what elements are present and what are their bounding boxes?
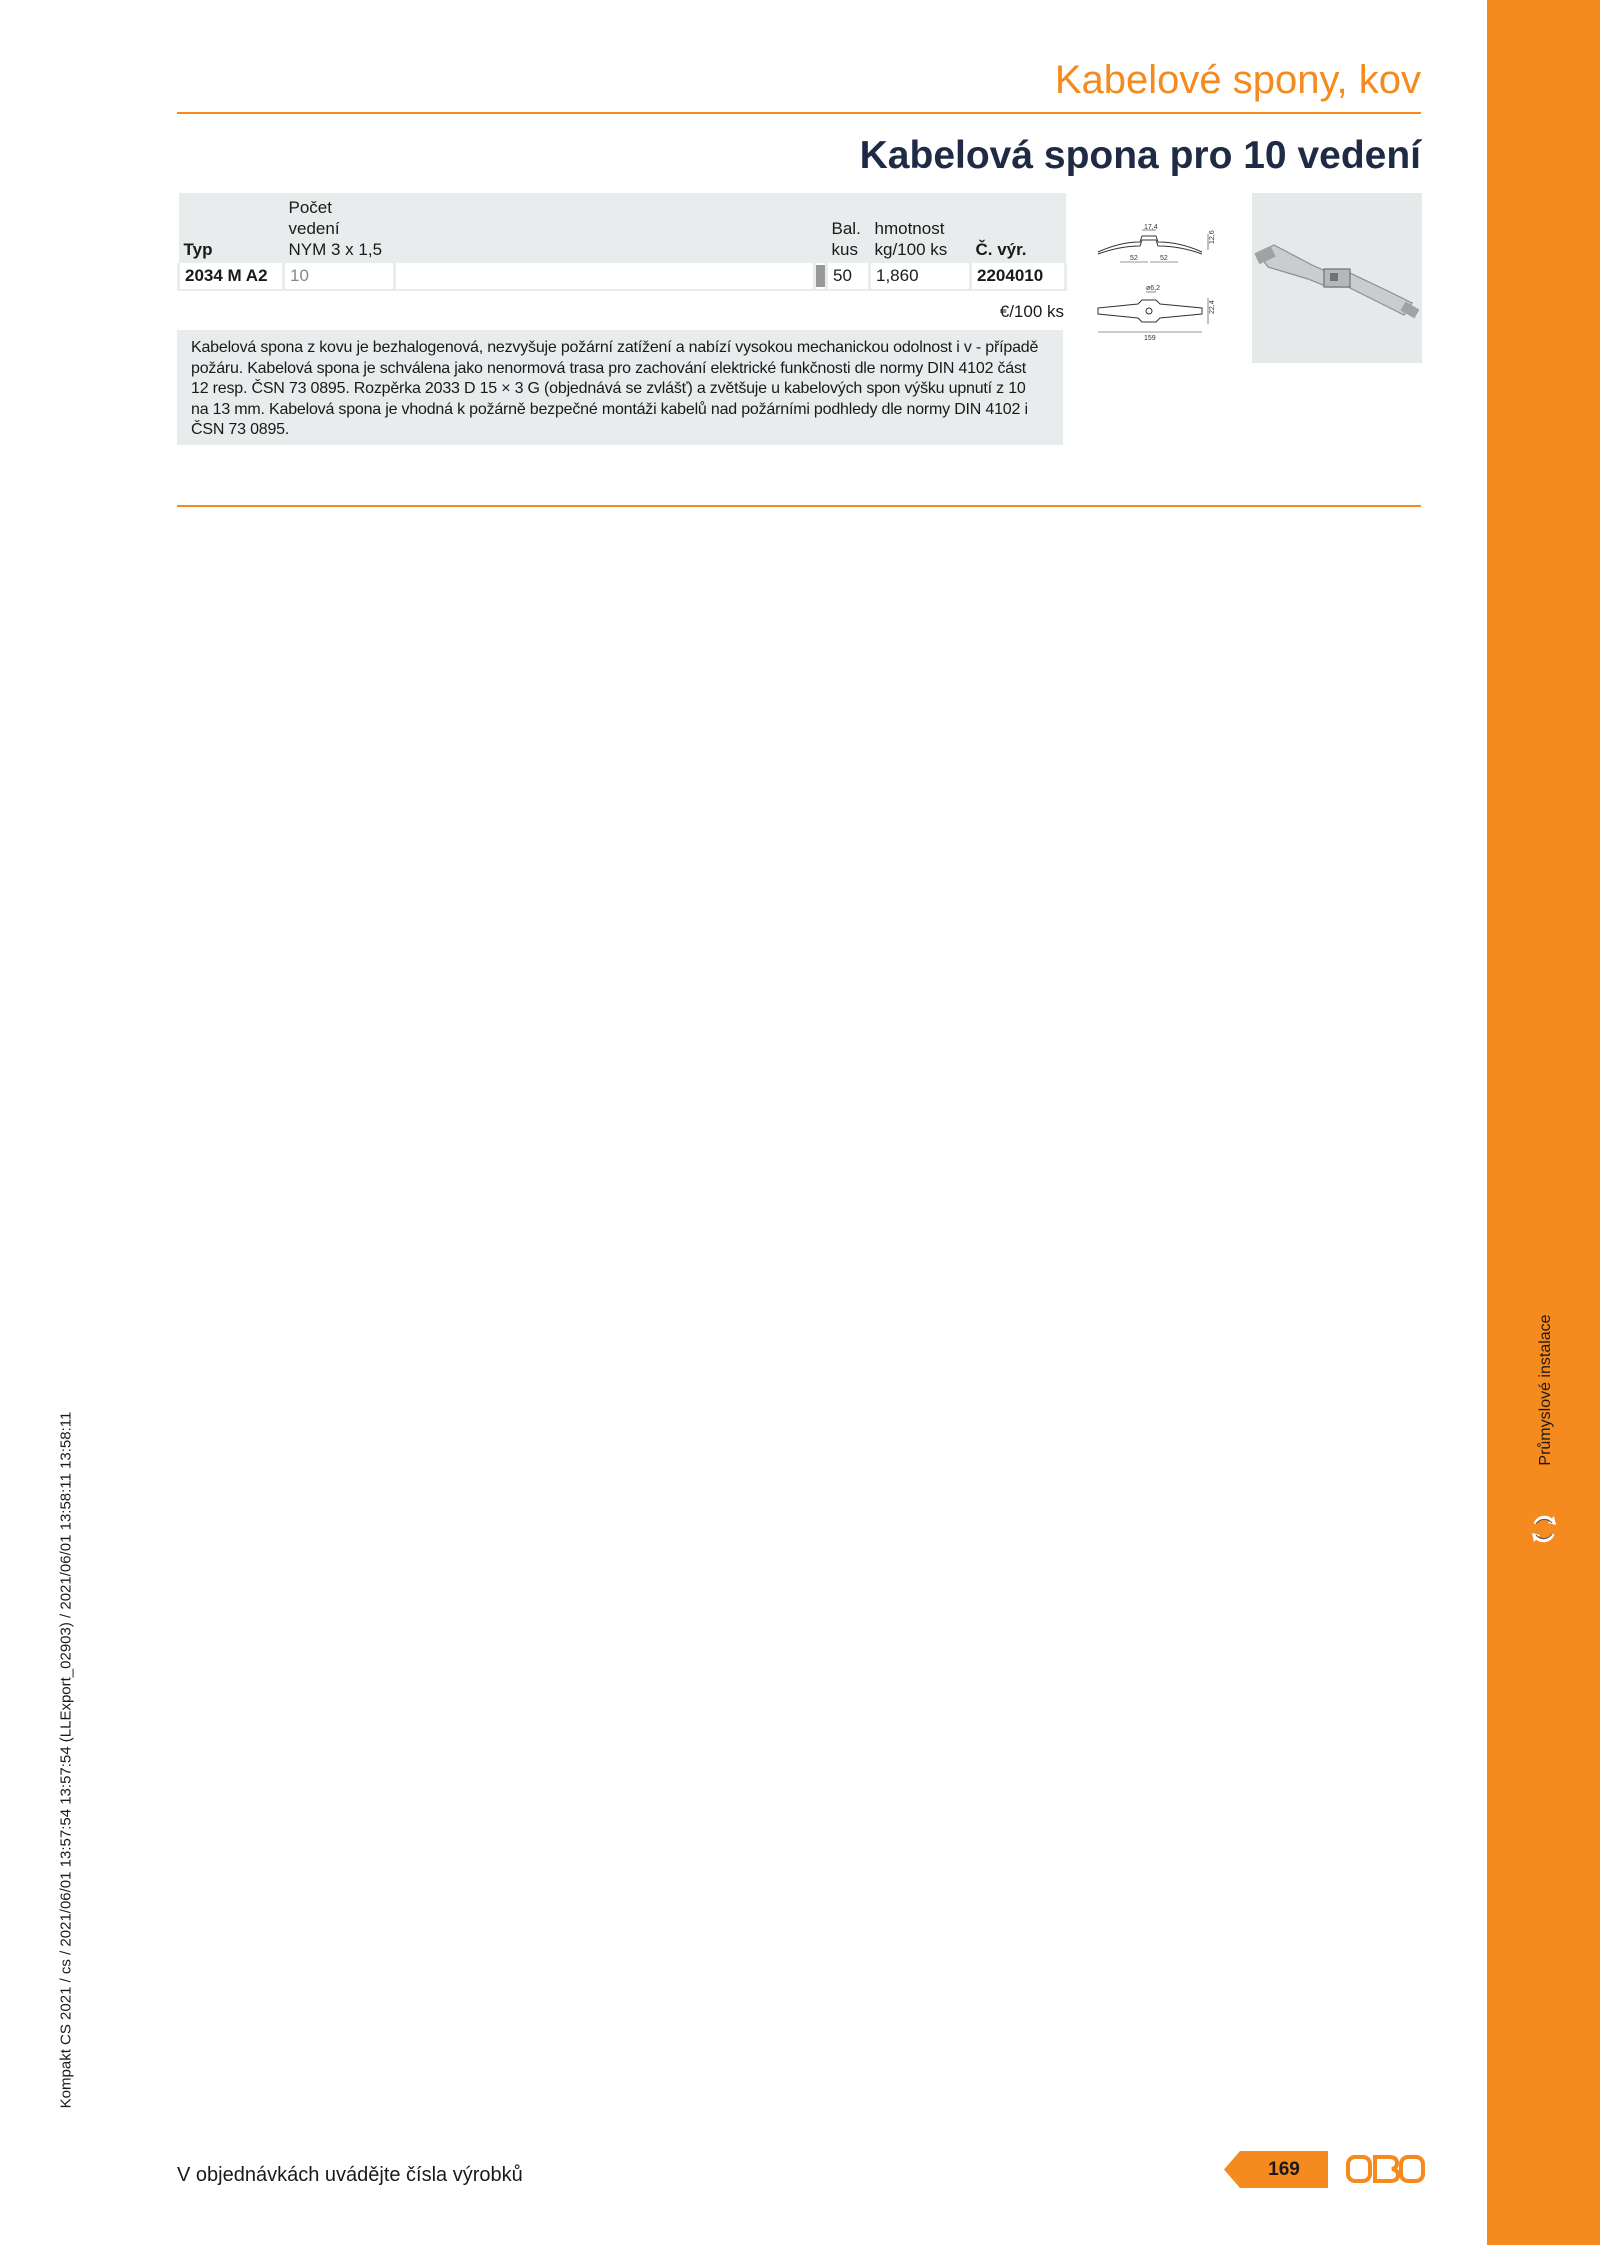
svg-text:22,4: 22,4 xyxy=(1209,300,1216,314)
grey-marker xyxy=(816,265,825,287)
svg-text:52: 52 xyxy=(1160,255,1168,262)
svg-text:ø6,2: ø6,2 xyxy=(1146,285,1161,292)
svg-text:159: 159 xyxy=(1144,335,1156,342)
recycle-arrows-icon xyxy=(1527,1512,1561,1546)
product-photo xyxy=(1252,193,1422,363)
print-metadata: Kompakt CS 2021 / cs / 2021/06/01 13:57:54 13:57:54 (LLExport_02903) / 2021/06/01 13:58:11 13:58:11 xyxy=(57,1411,75,2109)
svg-text:12,6: 12,6 xyxy=(1209,230,1216,244)
cell-blank xyxy=(395,263,815,290)
page-number: 169 xyxy=(1268,2159,1300,2180)
category-title: Kabelové spony, kov xyxy=(1054,58,1421,102)
sidebar-section-label: Průmyslové instalace xyxy=(1537,1314,1554,1466)
col-pocet: Počet vedení NYM 3 x 1,5 xyxy=(284,193,395,263)
svg-text:52: 52 xyxy=(1130,255,1138,262)
col-hmotnost: hmotnost kg/100 ks xyxy=(870,193,971,263)
table-header-row xyxy=(179,193,1066,263)
product-description: Kabelová spona z kovu je bezhalogenová, nezvyšuje požární zatížení a nabízí vysokou mechanickou odolnost i v - případě požáru. Kabelová spona je schválena jako nenormová trasa pro zachování elektrické funkčnosti dle normy DIN 4102 část 12 resp. ČSN 73 0895. Rozpěrka 2033 D 15 × 3 G (objednává se zvlášť) a zvětšuje u kabelových spon výšku upnutí z 10 na 13 mm. Kabelová spona je vhodná k požárně bezpečné montáži kabelů nad požárními podhledy dle normy DIN 4102 i ČSN 73 0895. xyxy=(177,330,1063,445)
cell-hmotnost: 1,860 xyxy=(870,263,971,290)
col-vyr: Č. výr. xyxy=(971,193,1066,263)
price-unit: €/100 ks xyxy=(999,302,1064,321)
orange-sidebar xyxy=(1487,0,1600,2245)
technical-drawing xyxy=(1090,222,1225,342)
cell-pocet: 10 xyxy=(284,263,395,290)
product-title: Kabelová spona pro 10 vedení xyxy=(859,134,1421,177)
col-blank xyxy=(395,193,815,263)
cell-vyr: 2204010 xyxy=(971,263,1066,290)
header-divider xyxy=(177,112,1421,114)
obo-logo xyxy=(1345,2153,1425,2185)
section-divider xyxy=(177,505,1421,507)
cell-bal: 50 xyxy=(827,263,870,290)
cell-typ: 2034 M A2 xyxy=(179,263,284,290)
svg-text:17,4: 17,4 xyxy=(1144,224,1158,231)
table-row xyxy=(179,263,1066,290)
footer-note: V objednávkách uvádějte čísla výrobků xyxy=(177,2164,523,2186)
col-bar xyxy=(815,193,827,263)
col-typ: Typ xyxy=(179,193,284,263)
col-bal: Bal. kus xyxy=(827,193,870,263)
product-table xyxy=(177,193,1067,291)
cell-bar xyxy=(815,263,827,290)
